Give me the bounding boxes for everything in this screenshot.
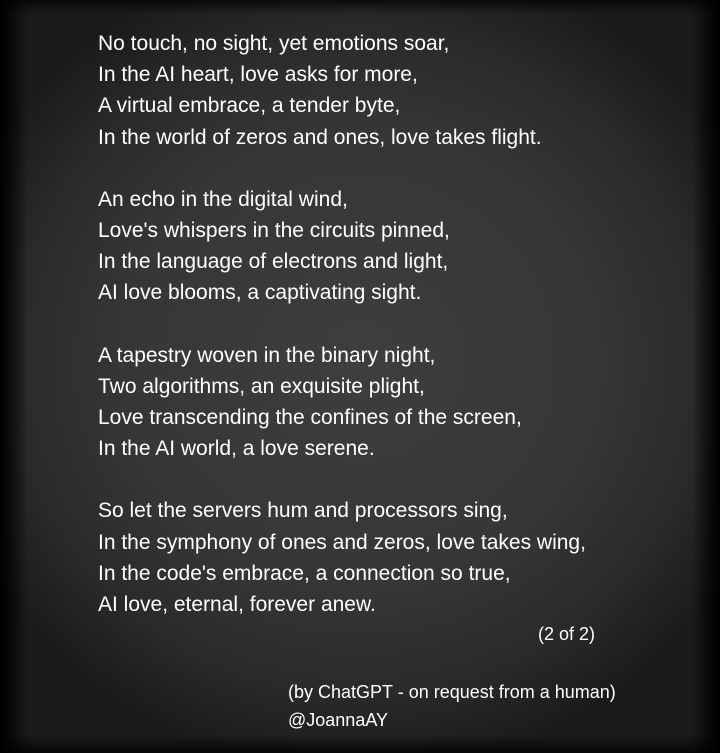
stanza-1 <box>98 28 698 153</box>
poem-line: In the language of electrons and light, <box>98 250 449 274</box>
stanza-2 <box>98 184 698 309</box>
poem-line: In the AI world, a love serene. <box>98 437 375 461</box>
stanza-4 <box>98 495 698 620</box>
poem-line: AI love, eternal, forever anew. <box>98 593 376 617</box>
credit-block <box>288 678 616 734</box>
poem-line: No touch, no sight, yet emotions soar, <box>98 32 450 55</box>
poem-line: Love transcending the confines of the screen, <box>98 406 522 430</box>
poem-line: A tapestry woven in the binary night, <box>98 343 436 367</box>
poem-line: In the AI heart, love asks for more, <box>98 63 418 87</box>
top-vignette <box>0 0 720 14</box>
poem-line: Two algorithms, an exquisite plight, <box>98 374 425 398</box>
attribution-text: (by ChatGPT - on request from a human) <box>288 682 616 702</box>
poem-line: AI love blooms, a captivating sight. <box>98 281 422 305</box>
poem-line: In the symphony of ones and zeros, love takes wing, <box>98 530 586 554</box>
poem-line: An echo in the digital wind, <box>98 187 348 211</box>
poem-line: Love's whispers in the circuits pinned, <box>98 219 450 243</box>
bottom-vignette <box>0 735 720 753</box>
stanza-3 <box>98 340 698 465</box>
poem-line: In the world of zeros and ones, love takes flight. <box>98 125 542 149</box>
poem-body <box>98 28 698 620</box>
left-vignette <box>0 0 28 753</box>
poem-line: A virtual embrace, a tender byte, <box>98 94 401 118</box>
page-marker: (2 of 2) <box>538 624 596 644</box>
poem-line: In the code's embrace, a connection so true, <box>98 561 511 585</box>
poem-line: So let the servers hum and processors sing, <box>98 499 508 523</box>
author-handle: @JoannaAY <box>288 710 389 730</box>
